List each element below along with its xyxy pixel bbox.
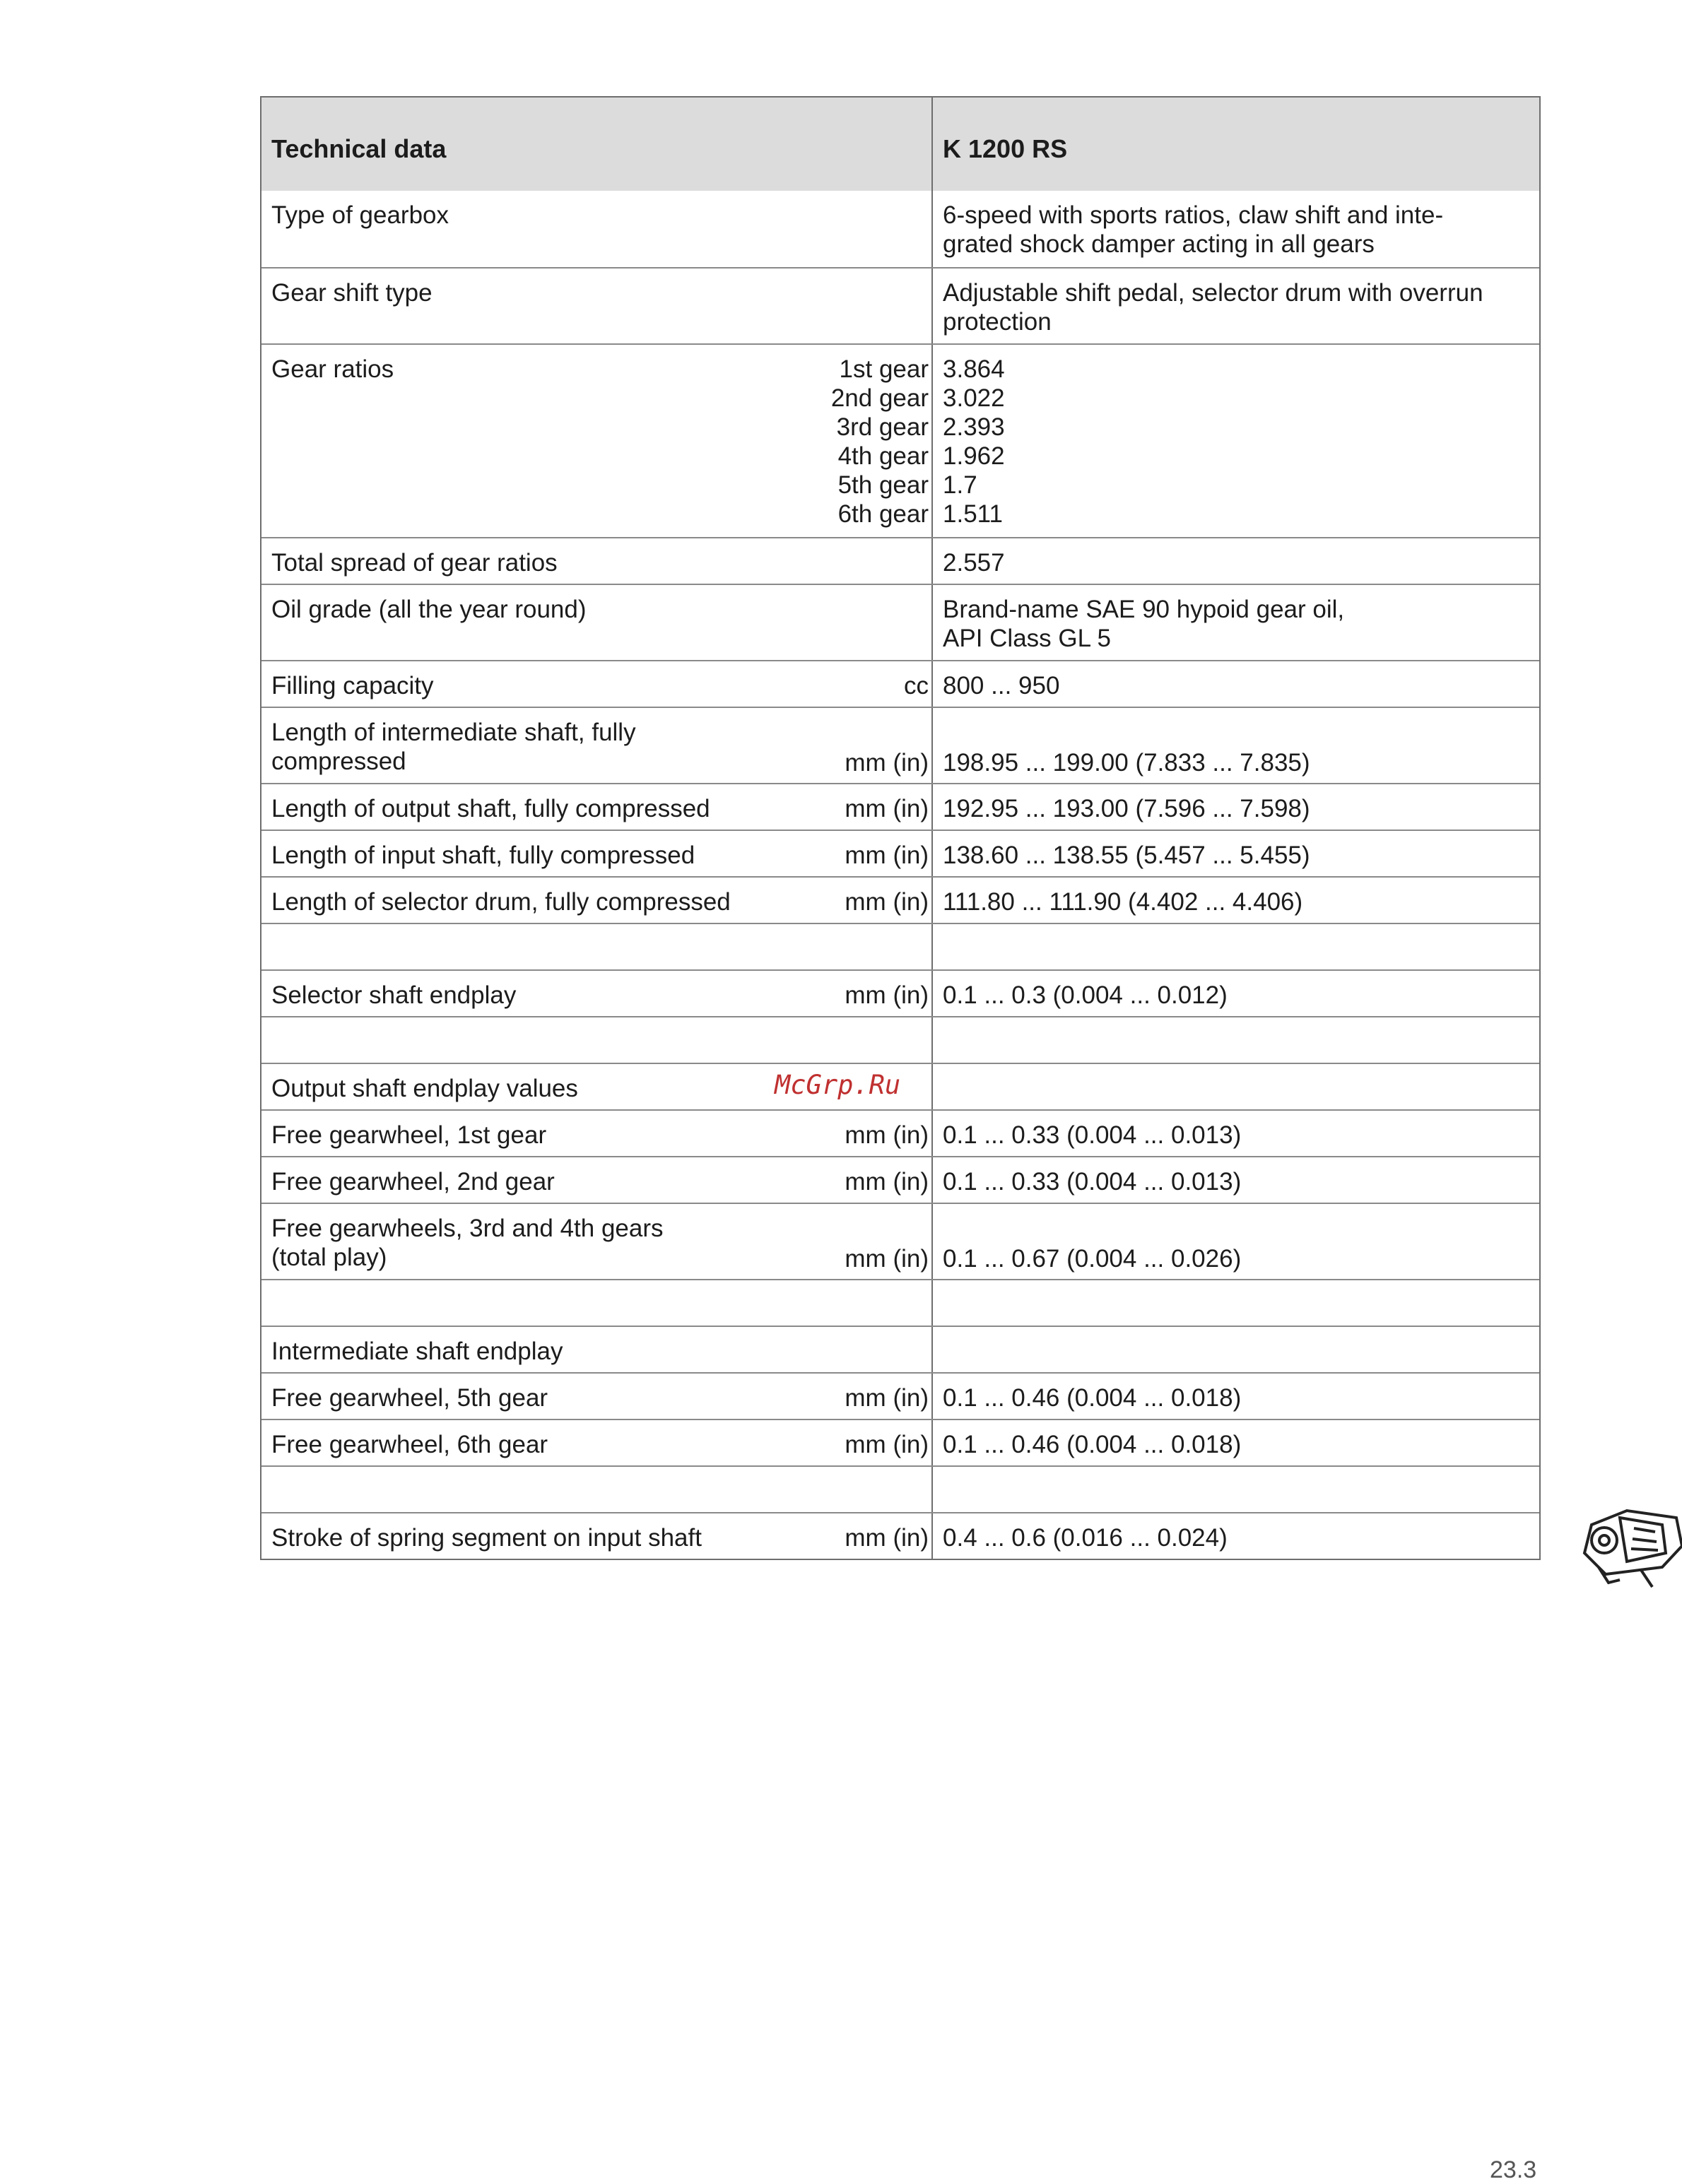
row-value-cell [933,1467,1539,1512]
row-unit: mm (in) [845,1168,929,1196]
row-value-cell [933,191,1539,267]
table-row [261,1326,1539,1372]
row-label-cell [261,345,933,537]
row-unit: mm (in) [845,1431,929,1458]
row-value-cell [933,784,1539,830]
row-label: Length of intermediate shaft, fully compressed [271,719,636,775]
row-unit: cc [904,672,929,700]
row-label: Free gearwheel, 1st gear [271,1121,547,1149]
table-row [261,343,1539,537]
table-row [261,1279,1539,1326]
table-row [261,1109,1539,1156]
row-label-cell [261,971,933,1016]
row-label: Length of input shaft, fully compressed [271,842,695,869]
row-label: Gear ratios [271,355,394,383]
row-label: Free gearwheel, 2nd gear [271,1168,555,1196]
table-header [261,98,1539,191]
row-label: Filling capacity [271,672,434,700]
row-label-cell [261,784,933,830]
header-left-text: Technical data [271,134,447,163]
row-unit: mm (in) [845,842,929,869]
header-right-text: K 1200 RS [943,134,1068,163]
row-label-cell [261,268,933,343]
row-label: Stroke of spring segment on input shaft [271,1524,702,1552]
row-label-cell [261,1017,933,1063]
table-row [261,1465,1539,1512]
row-unit: mm (in) [845,888,929,916]
row-unit: 1st gear 2nd gear 3rd gear 4th gear 5th gear 6th gear [830,355,929,528]
row-unit: mm (in) [845,1384,929,1412]
row-value-cell [933,1327,1539,1372]
row-label: Free gearwheels, 3rd and 4th gears (total play) [271,1215,664,1271]
table-row [261,1512,1539,1559]
row-value-cell [933,708,1539,783]
row-value-cell [933,661,1539,707]
table-row [261,537,1539,584]
row-value-cell [933,1017,1539,1063]
row-value: 138.60 ... 138.55 (5.457 ... 5.455) [943,842,1310,869]
row-label: Output shaft endplay values [271,1075,578,1102]
row-value: 0.1 ... 0.46 (0.004 ... 0.018) [943,1384,1242,1412]
row-value: 0.1 ... 0.67 (0.004 ... 0.026) [943,1245,1242,1273]
row-value: 0.1 ... 0.33 (0.004 ... 0.013) [943,1121,1242,1149]
row-value-cell [933,1374,1539,1419]
row-value-cell [933,1204,1539,1279]
row-value: Adjustable shift pedal, selector drum with overrun protection [943,279,1483,336]
row-label-cell [261,831,933,876]
row-value: 800 ... 950 [943,672,1060,700]
row-label: Free gearwheel, 5th gear [271,1384,548,1412]
row-label: Type of gearbox [271,201,449,229]
table-body [261,191,1539,1559]
row-label-cell [261,1420,933,1465]
row-label-cell [261,538,933,584]
row-label-cell [261,1204,933,1279]
table-row [261,783,1539,830]
row-value-cell [933,831,1539,876]
row-value-cell [933,585,1539,660]
table-row [261,1419,1539,1465]
row-label: Gear shift type [271,279,433,307]
row-unit: mm (in) [845,1524,929,1552]
row-value-cell [933,971,1539,1016]
row-value-cell [933,878,1539,923]
row-value: 0.1 ... 0.3 (0.004 ... 0.012) [943,981,1228,1009]
row-label-cell [261,708,933,783]
row-value-cell [933,1513,1539,1559]
row-value: 3.864 3.022 2.393 1.962 1.7 1.511 [943,355,1005,528]
row-label: Selector shaft endplay [271,981,517,1009]
row-value-cell [933,924,1539,969]
table-row [261,584,1539,660]
row-label: Length of output shaft, fully compressed [271,795,710,822]
row-label-cell [261,1467,933,1512]
row-label: Oil grade (all the year round) [271,596,587,623]
row-label-cell [261,191,933,267]
row-value-cell [933,538,1539,584]
row-label: Length of selector drum, fully compressed [271,888,731,916]
row-value-cell [933,268,1539,343]
row-label-cell [261,1280,933,1326]
table-row [261,876,1539,923]
row-value-cell [933,345,1539,537]
row-value: 0.4 ... 0.6 (0.016 ... 0.024) [943,1524,1228,1552]
row-value: 0.1 ... 0.46 (0.004 ... 0.018) [943,1431,1242,1458]
row-unit: mm (in) [845,749,929,777]
row-value-cell [933,1420,1539,1465]
row-label-cell [261,1111,933,1156]
row-value-cell [933,1280,1539,1326]
row-value-cell [933,1064,1539,1109]
table-row [261,1016,1539,1063]
row-label-cell [261,661,933,707]
technical-data-table [260,96,1541,1560]
row-value: 0.1 ... 0.33 (0.004 ... 0.013) [943,1168,1242,1196]
table-row [261,707,1539,783]
row-label: Free gearwheel, 6th gear [271,1431,548,1458]
row-value: 192.95 ... 193.00 (7.596 ... 7.598) [943,795,1310,822]
row-label-cell [261,1327,933,1372]
table-row [261,969,1539,1016]
row-unit: mm (in) [845,981,929,1009]
row-value: 111.80 ... 111.90 (4.402 ... 4.406) [943,888,1303,916]
header-right [933,98,1539,191]
row-value: Brand-name SAE 90 hypoid gear oil, API Class GL 5 [943,596,1345,652]
watermark: McGrp.Ru [775,1070,901,1100]
row-value: 2.557 [943,549,1005,577]
row-label-cell [261,878,933,923]
row-label-cell [261,1157,933,1203]
row-label: Total spread of gear ratios [271,549,558,577]
row-label-cell [261,924,933,969]
table-row [261,1156,1539,1203]
row-label: Intermediate shaft endplay [271,1338,563,1365]
row-value: 198.95 ... 199.00 (7.833 ... 7.835) [943,749,1310,777]
row-unit: mm (in) [845,1121,929,1149]
table-row [261,191,1539,267]
row-value-cell [933,1157,1539,1203]
page-number: 23.3 [1490,2156,1537,2183]
header-left [261,98,933,191]
row-label-cell [261,1513,933,1559]
row-label-cell [261,585,933,660]
row-value-cell [933,1111,1539,1156]
table-row [261,923,1539,969]
table-row [261,1372,1539,1419]
gearbox-icon [1577,1497,1682,1590]
row-unit: mm (in) [845,795,929,822]
row-unit: mm (in) [845,1245,929,1273]
table-row [261,1203,1539,1279]
row-value: 6-speed with sports ratios, claw shift and inte- grated shock damper acting in all gears [943,201,1444,258]
table-row [261,830,1539,876]
table-row [261,660,1539,707]
row-label-cell [261,1374,933,1419]
table-row [261,267,1539,343]
